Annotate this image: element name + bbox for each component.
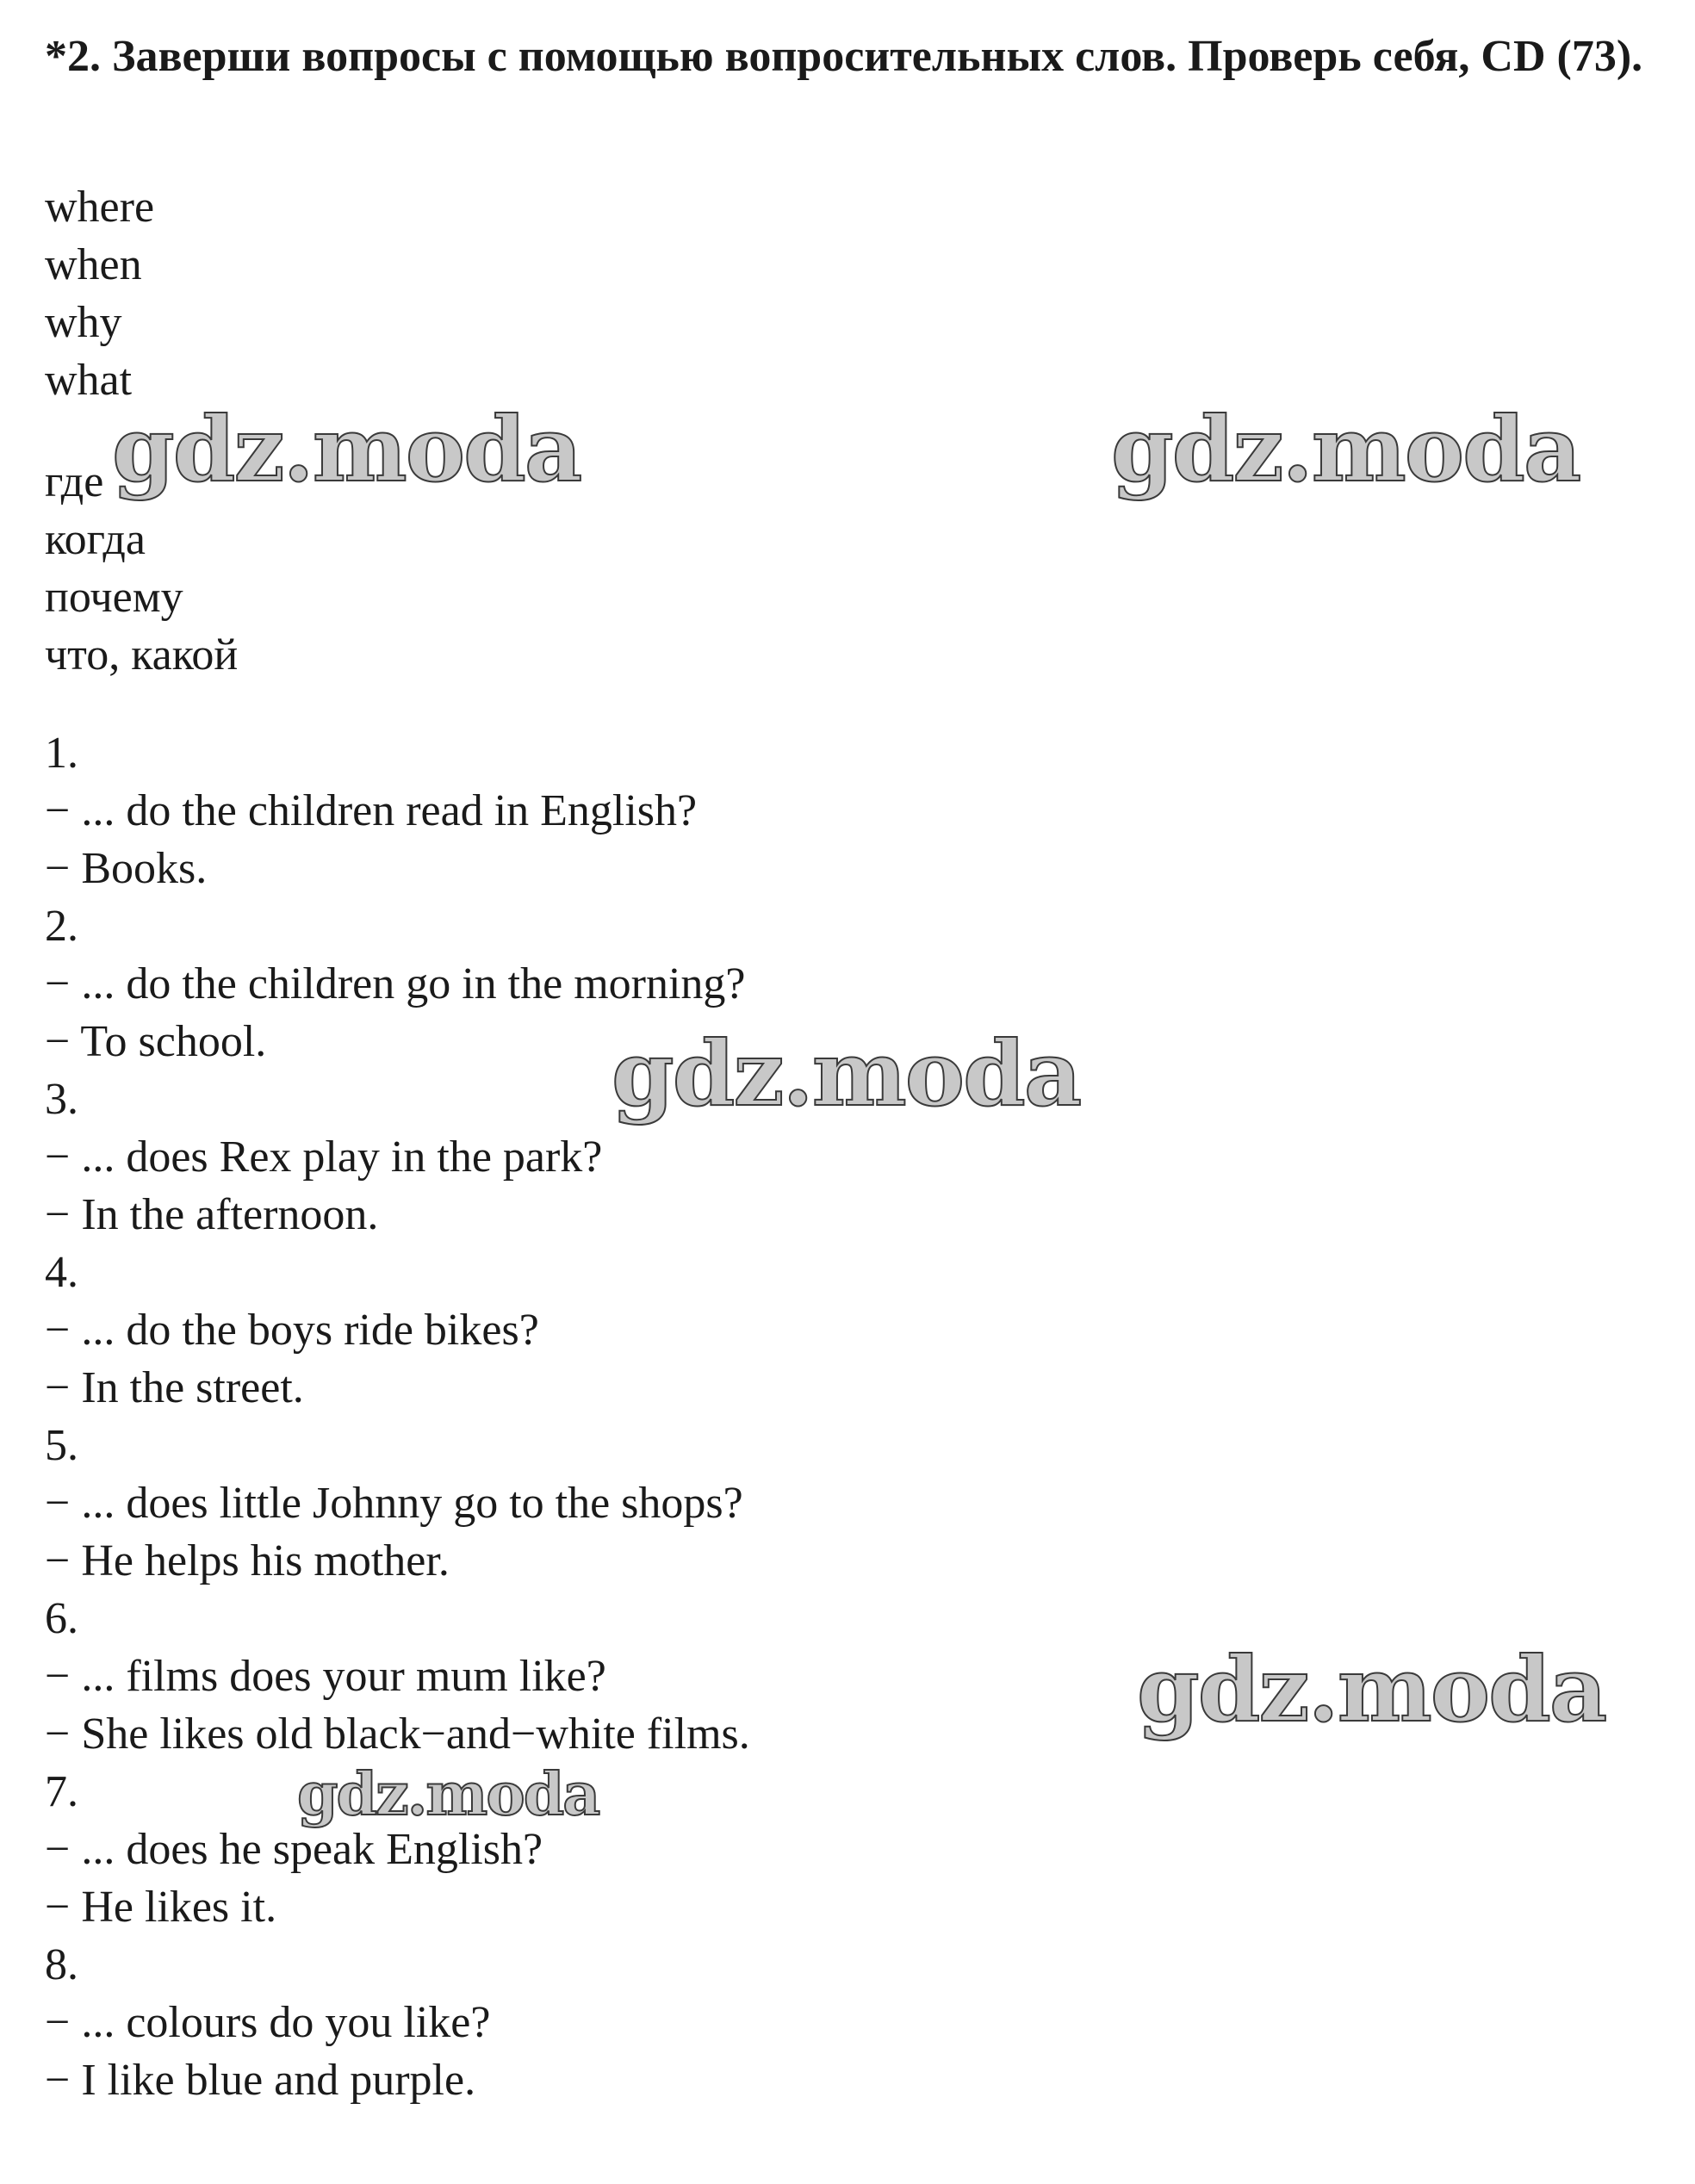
- word-russian: где: [45, 457, 104, 506]
- item-answer: − He helps his mother.: [45, 1536, 450, 1585]
- item-answer: − In the street.: [45, 1363, 304, 1412]
- item-number: 4.: [45, 1248, 78, 1297]
- item-question: − ... do the children go in the morning?: [45, 959, 746, 1008]
- word-english: what: [45, 356, 133, 405]
- watermark-logo: gdz.moda: [297, 1760, 599, 1829]
- item-number: 6.: [45, 1594, 78, 1643]
- word-english: when: [45, 240, 142, 289]
- item-question: − ... does Rex play in the park?: [45, 1132, 603, 1182]
- item-answer: − He likes it.: [45, 1883, 277, 1932]
- item-question: − ... do the boys ride bikes?: [45, 1306, 539, 1355]
- word-russian: когда: [45, 515, 146, 564]
- item-number: 5.: [45, 1421, 78, 1470]
- watermark-logo: gdz.moda: [1111, 396, 1580, 502]
- watermark-logo: gdz.moda: [612, 1021, 1081, 1126]
- item-number: 3.: [45, 1075, 78, 1124]
- item-number: 1.: [45, 729, 78, 778]
- item-answer: − She likes old black−and−white films.: [45, 1709, 750, 1759]
- item-answer: − Books.: [45, 844, 208, 893]
- item-answer: − To school.: [45, 1017, 267, 1066]
- watermark-logo: gdz.moda: [112, 396, 581, 502]
- item-number: 8.: [45, 1940, 78, 1989]
- exercise-heading: *2. Заверши вопросы с помощью вопросительных слов. Проверь себя, CD (73).: [45, 32, 1643, 81]
- item-number: 2.: [45, 902, 78, 951]
- item-question: − ... do the children read in English?: [45, 786, 698, 835]
- watermark-logo: gdz.moda: [1137, 1636, 1606, 1742]
- item-answer: − In the afternoon.: [45, 1190, 379, 1239]
- item-answer: − I like blue and purple.: [45, 2056, 476, 2105]
- word-english: why: [45, 298, 122, 347]
- item-question: − ... does little Johnny go to the shops?: [45, 1479, 743, 1528]
- item-question: − ... colours do you like?: [45, 1998, 491, 2047]
- item-number: 7.: [45, 1767, 78, 1816]
- word-russian: почему: [45, 573, 183, 622]
- item-question: − ... films does your mum like?: [45, 1652, 606, 1701]
- word-english: where: [45, 183, 155, 232]
- item-question: − ... does he speak English?: [45, 1825, 543, 1874]
- word-russian: что, какой: [45, 630, 239, 679]
